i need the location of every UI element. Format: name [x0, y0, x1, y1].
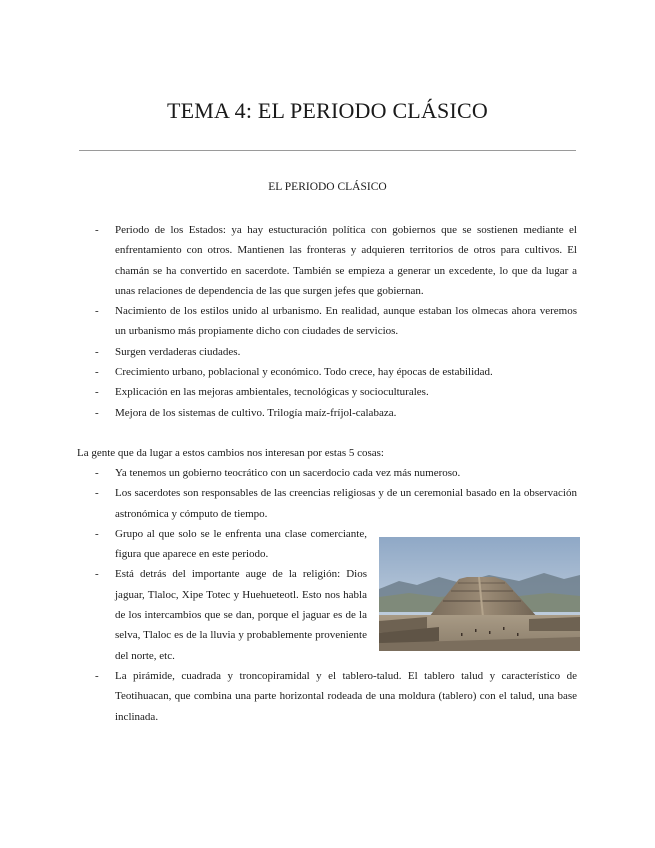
bullet-marker: - [95, 669, 99, 682]
list-item-text: Surgen verdaderas ciudades. [115, 345, 241, 358]
list-item-text: La pirámide, cuadrada y troncopiramidal y el tablero-talud. El tablero talud y característico de Teotihuacan, que combina una parte horizontal rodeada de una moldura (tablero) con el talud, una base inclinada. [115, 669, 577, 723]
bullet-marker: - [95, 224, 99, 236]
bullet-marker: - [95, 527, 99, 540]
pyramid-photo [379, 537, 580, 651]
list-item [90, 666, 577, 727]
list-item [90, 342, 577, 362]
list-item [90, 382, 577, 402]
list-item [90, 463, 577, 483]
list-item-text: Periodo de los Estados: ya hay estucturación política con gobiernos que se sostienen mediante el enfrentamiento con otros. Mantienen las fronteras y adquieren territorios de otros para cultivos. El chamán se ha convertido en sacerdote. También se empieza a generar un excedente, lo que da lugar a unas relaciones de dependencia de las que surgen jefes que gobiernan. [115, 224, 577, 297]
bullet-marker: - [95, 406, 99, 419]
document-title: TEMA 4: EL PERIODO CLÁSICO [167, 98, 488, 123]
bullet-marker: - [95, 467, 99, 479]
list-item [90, 483, 577, 524]
list-item-text: Grupo al que solo se le enfrenta una clase comerciante, figura que aparece en este periodo. [115, 527, 367, 561]
first-bullet-list [90, 220, 577, 423]
platform-right [529, 617, 580, 631]
list-item-text: Los sacerdotes son responsables de las creencias religiosas y de un ceremonial basado en la observación astronómica y cómputo de tiempo. [115, 487, 577, 520]
section-heading: EL PERIODO CLÁSICO [268, 181, 387, 193]
list-item-text: Explicación en las mejoras ambientales, tecnológicas y socioculturales. [115, 386, 429, 399]
bullet-marker: - [95, 568, 99, 581]
bullet-marker: - [95, 366, 99, 379]
list-item [90, 301, 577, 342]
list-item [90, 403, 577, 423]
bullet-marker: - [95, 487, 99, 500]
bullet-marker: - [95, 305, 99, 318]
list-item [90, 362, 577, 382]
pyramid-photo-illustration [379, 537, 580, 651]
list-item-text: Está detrás del importante auge de la religión: Dios jaguar, Tlaloc, Xipe Totec y Huehueteotl. Esto nos habla de los intercambios que se dan, porque el jaguar es de la selva, Tlaloc es de la lluvia y probablemente proveniente del norte, etc. [115, 568, 367, 662]
list-item-text: Crecimiento urbano, poblacional y económico. Todo crece, hay épocas de estabilidad. [115, 366, 493, 379]
bullet-marker: - [95, 345, 99, 358]
intro-paragraph: La gente que da lugar a estos cambios nos interesan por estas 5 cosas: [77, 447, 384, 459]
list-item-text: Ya tenemos un gobierno teocrático con un sacerdocio cada vez más numeroso. [115, 467, 461, 479]
list-item-text: Nacimiento de los estilos unido al urbanismo. En realidad, aunque estaban los olmecas ahora veremos un urbanismo más propiamente dicho con ciudades de servicios. [115, 305, 577, 338]
list-item-text: Mejora de los sistemas de cultivo. Trilogía maíz-fríjol-calabaza. [115, 406, 397, 419]
title-divider [79, 150, 576, 151]
bullet-marker: - [95, 386, 99, 399]
list-item [90, 220, 577, 301]
